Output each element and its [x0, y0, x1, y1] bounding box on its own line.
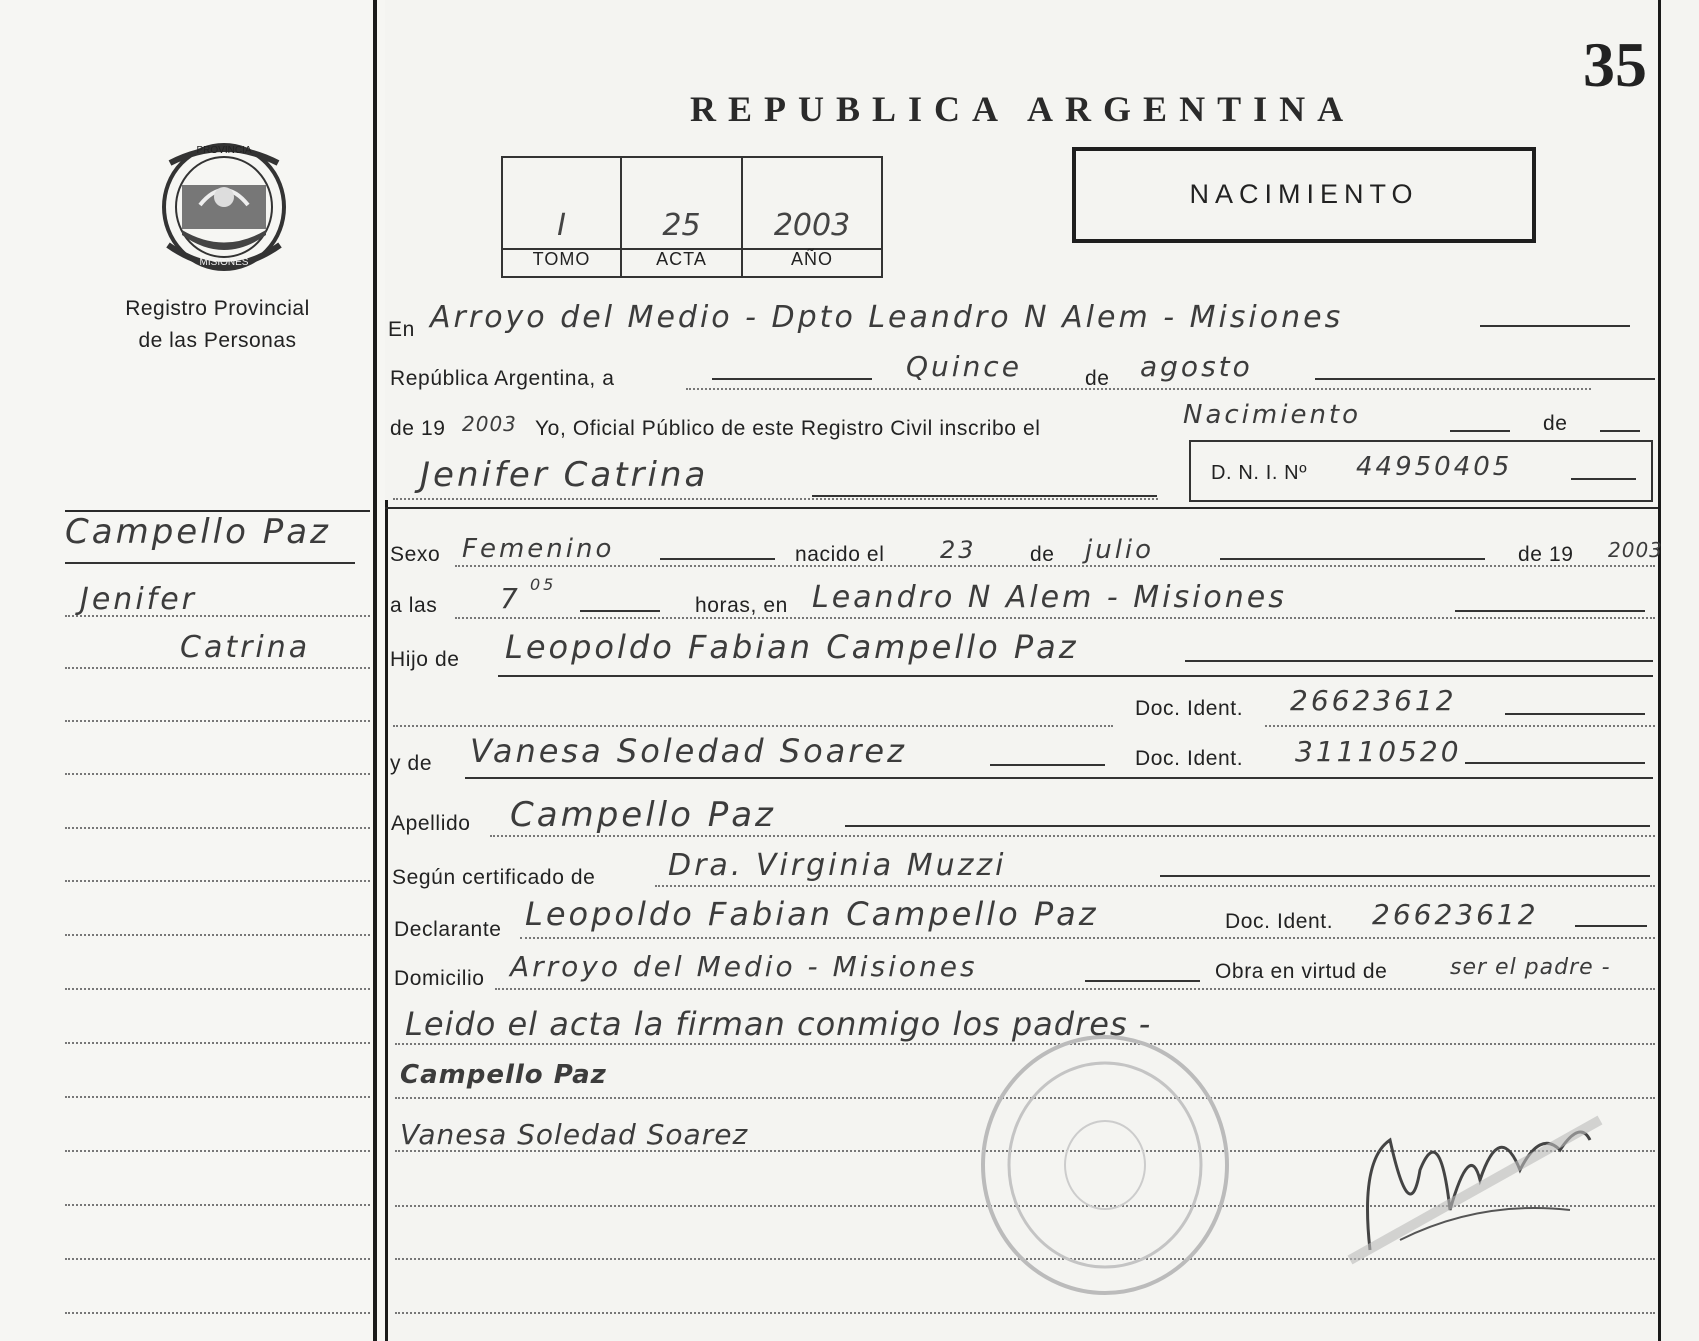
- anio-value: 2003: [773, 208, 851, 243]
- fill-line: [520, 937, 1655, 939]
- fill-line: [1600, 430, 1640, 432]
- declarante-value: Leopoldo Fabian Campello Paz: [525, 895, 1099, 933]
- registry-name: [85, 293, 350, 357]
- fill-line: [1505, 713, 1645, 715]
- nacido-label: nacido el: [795, 543, 885, 566]
- acta-label: ACTA: [656, 249, 707, 269]
- domicilio-value: Arroyo del Medio - Misiones: [510, 950, 978, 983]
- dni-value: 44950405: [1356, 452, 1513, 482]
- domicilio-label: Domicilio: [394, 967, 485, 990]
- margin-given-name-2: Catrina: [180, 630, 311, 665]
- doc-label: Doc. Ident.: [1225, 910, 1334, 933]
- fill-line: [712, 378, 872, 380]
- act-type: Nacimiento: [1183, 400, 1362, 430]
- dni-box: [1189, 440, 1653, 502]
- margin-line: [65, 1204, 370, 1206]
- birth-year: 2003: [1608, 538, 1663, 562]
- month-written: agosto: [1140, 350, 1253, 383]
- margin-line: [65, 934, 370, 936]
- anio-label: AÑO: [790, 249, 833, 269]
- de-label: de: [1085, 367, 1110, 390]
- fill-line: [660, 558, 775, 560]
- signature-mother: Vanesa Soledad Soarez: [400, 1118, 749, 1151]
- tomo-label: TOMO: [532, 249, 591, 269]
- birth-day: 23: [940, 536, 977, 564]
- margin-line: [65, 988, 370, 990]
- fill-line: [455, 617, 1655, 619]
- republica-label: República Argentina, a: [390, 367, 615, 390]
- mother-doc: 31110520: [1295, 735, 1462, 768]
- seal-label-top: PROVINCIA: [196, 145, 252, 156]
- fill-line: [495, 988, 1655, 990]
- de-label-2: de: [1543, 412, 1568, 435]
- margin-line: [65, 773, 370, 775]
- reading-text: Leido el acta la firman conmigo los padres -: [405, 1005, 1152, 1043]
- doc-label: Doc. Ident.: [1135, 747, 1244, 770]
- apellido-label: Apellido: [391, 812, 471, 835]
- tomo-value: I: [557, 208, 566, 243]
- declarante-label: Declarante: [394, 918, 502, 941]
- margin-line: [65, 880, 370, 882]
- father-doc: 26623612: [1290, 684, 1457, 717]
- fill-line: [1450, 430, 1510, 432]
- doctor-value: Dra. Virginia Muzzi: [668, 848, 1007, 883]
- acta-cell: [622, 158, 743, 276]
- officer-signature-icon: [1330, 1080, 1630, 1280]
- apellido-value: Campello Paz: [510, 795, 776, 835]
- provincial-seal-icon: [160, 135, 288, 273]
- fill-line: [395, 1312, 1655, 1314]
- fill-line: [1220, 558, 1485, 560]
- horas-label: horas, en: [695, 594, 788, 617]
- seal-label-bottom: MISIONES: [199, 257, 249, 268]
- record-type-label: NACIMIENTO: [1189, 179, 1419, 209]
- fill-line: [393, 498, 1158, 500]
- fill-line: [1185, 660, 1653, 662]
- obra-value: ser el padre -: [1450, 955, 1611, 980]
- fill-line: [1480, 325, 1630, 327]
- father-name: Leopoldo Fabian Campello Paz: [505, 628, 1079, 666]
- fill-line: [1085, 980, 1200, 982]
- hour-sup: 05: [530, 575, 557, 594]
- margin-line: [65, 1312, 370, 1314]
- fill-line: [455, 565, 1655, 567]
- declarante-doc: 26623612: [1372, 898, 1539, 931]
- center-divider-line: [385, 500, 388, 1341]
- margin-line: [65, 1150, 370, 1152]
- anio-cell: [743, 158, 881, 276]
- fill-line: [655, 885, 1655, 887]
- birth-month: julio: [1085, 535, 1155, 565]
- yde-label: y de: [390, 752, 433, 775]
- document-title: REPUBLICA ARGENTINA: [690, 89, 1356, 129]
- margin-line: [65, 667, 370, 669]
- fill-line: [845, 825, 1650, 827]
- fill-line: [990, 764, 1105, 766]
- margin-line: [65, 827, 370, 829]
- margin-line: [65, 562, 355, 564]
- sheet-number: 35: [1583, 29, 1647, 100]
- obra-label: Obra en virtud de: [1215, 960, 1388, 983]
- right-border-line: [1658, 0, 1661, 1341]
- margin-line: [65, 1258, 370, 1260]
- fill-line: [1265, 725, 1655, 727]
- hour-value: 7: [500, 582, 521, 615]
- year-value: 2003: [462, 412, 517, 436]
- fill-line: [1465, 762, 1645, 764]
- signature-father: Campello Paz: [400, 1060, 607, 1090]
- segun-label: Según certificado de: [392, 866, 596, 889]
- acta-value: 25: [662, 208, 701, 243]
- fill-line: [1160, 875, 1650, 877]
- registry-name-line1: Registro Provincial: [125, 297, 310, 320]
- fill-line: [1315, 378, 1655, 380]
- mother-name: Vanesa Soledad Soarez: [470, 732, 907, 770]
- fill-line: [465, 777, 1653, 779]
- day-written: Quince: [906, 350, 1022, 383]
- sexo-value: Femenino: [462, 534, 615, 564]
- fill-line: [580, 610, 660, 612]
- fill-line: [393, 725, 1113, 727]
- margin-line: [65, 720, 370, 722]
- tomo-cell: [503, 158, 622, 276]
- year-prefix: de 19: [390, 417, 446, 440]
- margin-line: [65, 1096, 370, 1098]
- record-number-table: [501, 156, 883, 278]
- oficial-text: Yo, Oficial Público de este Registro Civil inscribo el: [535, 417, 1041, 440]
- fill-line: [1455, 610, 1645, 612]
- fill-line: [812, 495, 1157, 497]
- left-border-line: [373, 0, 377, 1341]
- de19-label: de 19: [1518, 543, 1574, 566]
- fill-line: [498, 675, 1653, 677]
- child-name: Jenifer Catrina: [420, 455, 709, 495]
- sexo-label: Sexo: [390, 543, 441, 566]
- place-value: Arroyo del Medio - Dpto Leandro N Alem - Misiones: [430, 300, 1344, 335]
- fill-line: [686, 388, 1591, 390]
- fill-line: [490, 835, 1655, 837]
- fill-line: [1575, 925, 1647, 927]
- de-label-3: de: [1030, 543, 1055, 566]
- official-stamp-icon: [975, 1030, 1235, 1300]
- hijo-label: Hijo de: [390, 648, 460, 671]
- registry-name-line2: de las Personas: [138, 329, 297, 352]
- en-label: En: [388, 318, 415, 341]
- margin-given-name-1: Jenifer: [80, 582, 198, 617]
- fill-line: [1571, 478, 1636, 480]
- margin-line: [65, 615, 370, 617]
- doc-label: Doc. Ident.: [1135, 697, 1244, 720]
- section-rule: [385, 507, 1658, 509]
- record-type-box: [1072, 147, 1536, 243]
- margin-surname: Campello Paz: [65, 512, 331, 552]
- alas-label: a las: [390, 594, 438, 617]
- dni-label: D. N. I. Nº: [1211, 462, 1308, 484]
- margin-line: [65, 1042, 370, 1044]
- birth-place: Leandro N Alem - Misiones: [812, 580, 1287, 615]
